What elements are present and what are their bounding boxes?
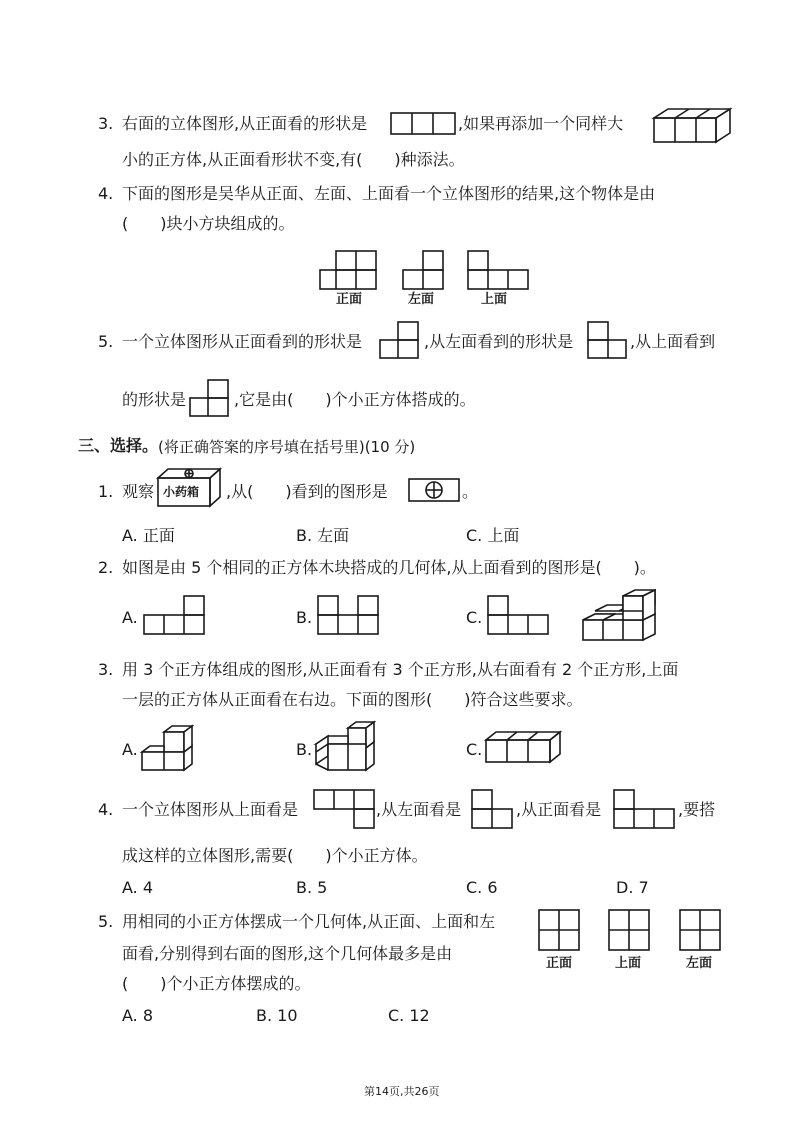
c4-option-c[interactable]: C. 6 bbox=[466, 878, 498, 897]
q5-line2-text-a: 的形状是 bbox=[122, 390, 187, 409]
c5-option-b[interactable]: B. 10 bbox=[256, 1006, 298, 1025]
c5-caption-front: 正面 bbox=[546, 956, 573, 971]
c2-option-b-figure bbox=[316, 594, 382, 638]
c5-front-view-figure bbox=[537, 908, 583, 954]
c5-option-c[interactable]: C. 12 bbox=[388, 1006, 430, 1025]
q4-caption-front: 正面 bbox=[336, 292, 363, 307]
c3-option-b-label[interactable]: B. bbox=[296, 740, 313, 759]
c1-number: 1. bbox=[98, 482, 114, 501]
q3-line1-text-b: ,如果再添加一个同样大 bbox=[458, 114, 624, 133]
c4-option-a[interactable]: A. 4 bbox=[122, 878, 154, 897]
c4-front-view-figure bbox=[612, 788, 678, 830]
q3-line1-text-a: 右面的立体图形,从正面看的形状是 bbox=[122, 114, 368, 133]
c4-option-b[interactable]: B. 5 bbox=[296, 878, 328, 897]
q5-line2-text-b: ,它是由( )个小正方体搭成的。 bbox=[234, 390, 476, 409]
q4-caption-left: 左面 bbox=[408, 292, 435, 307]
c3-number: 3. bbox=[98, 660, 114, 679]
c1-option-a[interactable]: A. 正面 bbox=[122, 526, 175, 545]
q5-line1-text-a: 一个立体图形从正面看到的形状是 bbox=[122, 332, 363, 351]
c4-line2-text: 成这样的立体图形,需要( )个小正方体。 bbox=[122, 846, 428, 865]
c4-option-d[interactable]: D. 7 bbox=[616, 878, 649, 897]
c3-option-a-label[interactable]: A. bbox=[122, 740, 138, 759]
c5-line1-text: 用相同的小正方体摆成一个几何体,从正面、上面和左 bbox=[122, 912, 496, 931]
c2-text: 如图是由 5 个相同的正方体木块搭成的几何体,从上面看到的图形是( )。 bbox=[122, 558, 656, 577]
c5-number: 5. bbox=[98, 912, 114, 931]
c3-option-c-label[interactable]: C. bbox=[466, 740, 483, 759]
q4-left-view-figure bbox=[401, 249, 447, 291]
q4-line1-text: 下面的图形是吴华从正面、左面、上面看一个立体图形的结果,这个物体是由 bbox=[122, 184, 656, 203]
c3-option-c-figure bbox=[484, 730, 564, 766]
page-footer: 第14页,共26页 bbox=[364, 1085, 440, 1098]
c3-option-b-figure bbox=[314, 720, 380, 776]
c4-line1-text-a: 一个立体图形从上面看是 bbox=[122, 800, 299, 819]
q5-top-view-figure bbox=[188, 378, 232, 420]
c1-view-figure bbox=[408, 478, 462, 504]
c5-caption-top: 上面 bbox=[615, 956, 642, 971]
c4-left-view-figure bbox=[470, 788, 516, 830]
c4-line1-text-c: ,从正面看是 bbox=[516, 800, 602, 819]
q5-number: 5. bbox=[98, 332, 114, 351]
c1-text-a: 观察 bbox=[122, 482, 155, 501]
c2-option-c-figure bbox=[486, 594, 552, 638]
c4-top-view-figure bbox=[312, 788, 378, 830]
q5-line1-text-b: ,从左面看到的形状是 bbox=[424, 332, 574, 351]
c1-option-c[interactable]: C. 上面 bbox=[466, 526, 520, 545]
q3-number: 3. bbox=[98, 114, 114, 133]
q5-line1-text-c: ,从上面看到 bbox=[630, 332, 716, 351]
c1-option-b[interactable]: B. 左面 bbox=[296, 526, 350, 545]
q4-top-view-figure bbox=[466, 249, 532, 291]
c3-line2-text: 一层的正方体从正面看在右边。下面的图形( )符合这些要求。 bbox=[122, 690, 583, 709]
q3-solid-figure bbox=[652, 106, 734, 146]
c5-caption-left: 左面 bbox=[686, 956, 713, 971]
q5-left-view-figure bbox=[586, 320, 630, 362]
section-3-heading: 三、选择。 bbox=[78, 436, 159, 455]
c5-left-view-figure bbox=[678, 908, 724, 954]
section-3-note: (将正确答案的序号填在括号里)(10 分) bbox=[158, 438, 416, 456]
c4-number: 4. bbox=[98, 800, 114, 819]
q4-caption-top: 上面 bbox=[481, 292, 508, 307]
c1-text-c: 。 bbox=[462, 482, 479, 501]
c5-line2-text: 面看,分别得到右面的图形,这个几何体最多是由 bbox=[122, 944, 453, 963]
q3-front-view-figure bbox=[390, 112, 456, 136]
c2-option-a-figure bbox=[142, 594, 208, 638]
q5-front-view-figure bbox=[378, 320, 422, 362]
c5-top-view-figure bbox=[607, 908, 653, 954]
q3-line2-text: 小的正方体,从正面看形状不变,有( )种添法。 bbox=[122, 150, 465, 169]
medicine-box-label: 小药箱 bbox=[163, 485, 200, 499]
c2-option-a-label[interactable]: A. bbox=[122, 608, 138, 627]
c2-number: 2. bbox=[98, 558, 114, 577]
c1-text-b: ,从( )看到的图形是 bbox=[226, 482, 388, 501]
c2-option-c-label[interactable]: C. bbox=[466, 608, 483, 627]
c3-option-a-figure bbox=[140, 722, 202, 774]
c4-line1-text-b: ,从左面看是 bbox=[376, 800, 462, 819]
c2-option-b-label[interactable]: B. bbox=[296, 608, 313, 627]
q4-front-view-figure bbox=[318, 249, 382, 291]
c5-line3-text: ( )个小正方体摆成的。 bbox=[122, 974, 311, 993]
c5-option-a[interactable]: A. 8 bbox=[122, 1006, 154, 1025]
c3-line1-text: 用 3 个正方体组成的图形,从正面看有 3 个正方形,从右面看有 2 个正方形,上面 bbox=[122, 660, 679, 679]
q4-number: 4. bbox=[98, 184, 114, 203]
c2-solid-figure bbox=[580, 588, 664, 644]
c4-line1-text-d: ,要搭 bbox=[678, 800, 716, 819]
q4-line2-text: ( )块小方块组成的。 bbox=[122, 214, 295, 233]
